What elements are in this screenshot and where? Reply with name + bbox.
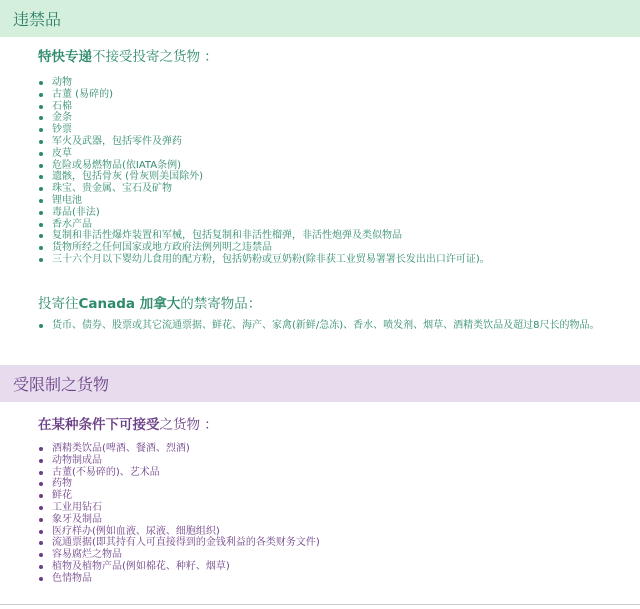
canada-intro-post: 的禁寄物品： [180, 296, 262, 312]
list-item: 流通票据(即其持有人可直接得到的金钱利益的各类财务文件) [38, 537, 320, 549]
list-item: 锂电池 [38, 195, 490, 207]
canada-intro-strong: Canada 加拿大 [78, 296, 181, 312]
list-item: 象牙及制品 [38, 514, 320, 526]
restricted-list [38, 443, 320, 585]
list-item: 植物及植物产品(例如棉花、种籽、烟草) [38, 561, 320, 573]
list-item: 毒品(非法) [38, 207, 490, 219]
list-item: 珠宝、贵金属、宝石及矿物 [38, 183, 490, 195]
list-item: 货币、债券、股票或其它流通票据、鲜花、海产、家禽(新鲜/急冻)、香水、喷发剂、烟草、酒精类饮品及超过8尺长的物品。 [38, 320, 640, 332]
list-item: 工业用钻石 [38, 502, 320, 514]
list-item: 古董 (易碎的) [38, 89, 490, 101]
list-item: 皮草 [38, 148, 490, 160]
section-title-restricted: 受限制之货物 [13, 375, 110, 394]
list-item: 遗骸，包括骨灰 (骨灰则美国除外) [38, 171, 490, 183]
list-item: 古董(不易碎的)、艺术品 [38, 467, 320, 479]
canada-prohibited-list [38, 320, 640, 332]
canada-intro-pre: 投寄往 [38, 296, 79, 312]
section-header-prohibited [0, 0, 640, 37]
list-item: 金条 [38, 112, 490, 124]
section-title-prohibited: 违禁品 [13, 10, 62, 29]
restricted-intro-strong: 在某种条件下可接受 [38, 417, 160, 433]
list-item: 动物 [38, 77, 490, 89]
restricted-intro [38, 413, 218, 433]
list-item: 危险或易燃物品(依IATA条例) [38, 160, 490, 172]
prohibited-list [38, 77, 490, 266]
list-item: 药物 [38, 478, 320, 490]
list-item: 酒精类饮品(啤酒、餐酒、烈酒) [38, 443, 320, 455]
list-item: 军火及武器，包括零件及弹药 [38, 136, 490, 148]
list-item: 三十六个月以下婴幼儿食用的配方粉，包括奶粉或豆奶粉(除非获工业贸易署署长发出出口许可证)。 [38, 254, 490, 266]
canada-intro [38, 292, 261, 312]
list-item: 色情物品 [38, 573, 320, 585]
list-item: 复制和非活性爆炸装置和军械，包括复制和非活性榴弹，非活性炮弹及类似物品 [38, 230, 490, 242]
restricted-intro-rest: 之货物 ： [159, 417, 218, 433]
express-intro [38, 45, 218, 65]
list-item: 石棉 [38, 101, 490, 113]
list-item: 容易腐烂之物品 [38, 549, 320, 561]
list-item: 医疗样办(例如血液、尿液、细胞组织) [38, 526, 320, 538]
list-item: 货物所经之任何国家或地方政府法例列明之违禁品 [38, 242, 490, 254]
list-item: 钞票 [38, 124, 490, 136]
list-item: 动物制成品 [38, 455, 320, 467]
list-item: 鲜花 [38, 490, 320, 502]
divider [0, 604, 640, 605]
section-header-restricted [0, 365, 640, 402]
list-item: 香水产品 [38, 219, 490, 231]
express-intro-rest: 不接受投寄之货物 ： [92, 49, 218, 65]
express-intro-strong: 特快专递 [38, 49, 92, 65]
